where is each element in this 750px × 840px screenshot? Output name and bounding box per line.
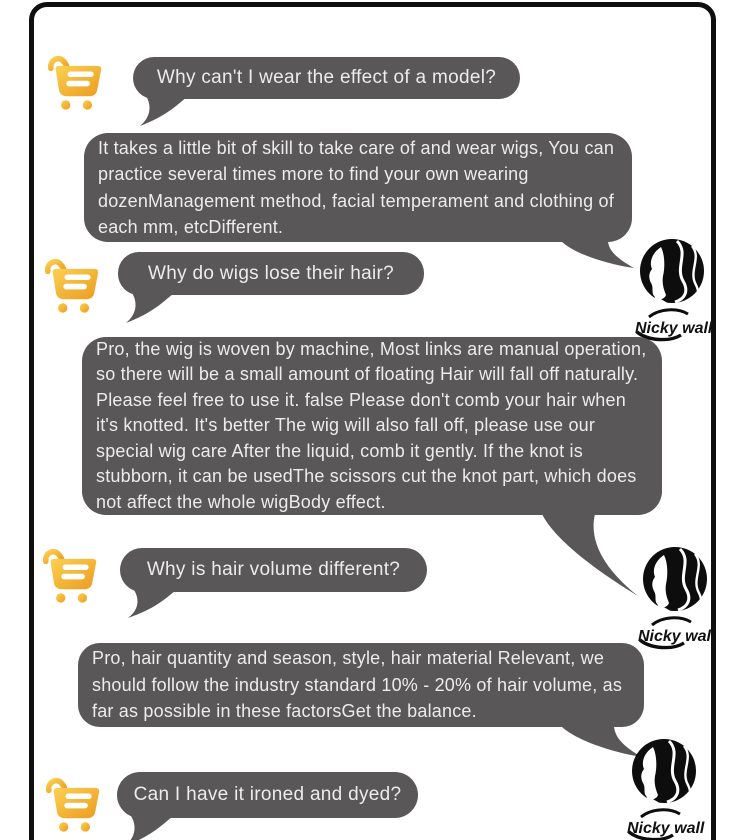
cart-line-2	[66, 81, 90, 87]
cart-line-1	[66, 793, 92, 799]
cart-wheel-left	[61, 100, 70, 109]
cart-icon	[39, 543, 101, 607]
woman-hair-logo-icon	[618, 546, 728, 654]
brand-logo-text: Nicky wall	[627, 820, 705, 837]
logo-swoosh-top	[641, 810, 680, 817]
brand-logo	[618, 546, 728, 654]
cart-line-2	[64, 803, 88, 809]
cart-icon	[44, 50, 106, 114]
cart-icon	[41, 253, 103, 317]
cart-icon-graphic	[39, 543, 101, 607]
cart-line-1	[63, 564, 89, 570]
question-bubble	[118, 252, 424, 295]
answer-text: Pro, hair quantity and season, style, hair material Relevant, we should follow the industry standard 10% - 20% of hair volume, as far as possible in these factorsGet the balance.	[92, 648, 623, 722]
question-text: Why can't I wear the effect of a model?	[156, 67, 497, 88]
brand-logo-text: Nicky wall	[635, 320, 713, 337]
logo-swoosh-top	[652, 618, 691, 625]
question-bubble	[117, 772, 418, 818]
cart-icon-graphic	[44, 50, 106, 114]
question-text: Why do wigs lose their hair?	[147, 262, 394, 284]
woman-hair-logo-icon	[607, 738, 717, 840]
question-text: Can I have it ironed and dyed?	[133, 784, 402, 805]
logo-swoosh-top	[649, 310, 688, 317]
cart-wheel-left	[58, 303, 67, 312]
brand-logo	[607, 738, 717, 840]
question-text: Why is hair volume different?	[146, 559, 401, 580]
cart-line-1	[68, 71, 94, 77]
answer-bubble	[82, 337, 662, 515]
cart-icon-graphic	[41, 253, 103, 317]
bubble-tail	[126, 590, 182, 620]
bubble-tail	[138, 96, 194, 128]
cart-wheel-right	[80, 303, 89, 312]
answer-bubble	[78, 643, 644, 727]
cart-wheel-left	[56, 593, 65, 602]
cart-line-2	[61, 574, 85, 580]
answer-bubble	[84, 133, 632, 242]
cart-wheel-right	[83, 100, 92, 109]
cart-line-1	[65, 274, 91, 280]
answer-text: Pro, the wig is woven by machine, Most links are manual operation, so there will be a small amount of floating Hair will fall off naturally. Please feel free to use it. false Please don't comb your hair when it's knotted. It's better The wig will also fall off, please use our special wig care After the liquid, comb it gently. If the knot is stubborn, it can be usedThe scissors cut the knot part, which does not affect the whole wigBody effect.	[96, 339, 647, 512]
cart-wheel-right	[81, 822, 90, 831]
cart-icon-graphic	[42, 772, 104, 836]
cart-wheel-left	[59, 822, 68, 831]
bubble-tail	[123, 816, 179, 840]
brand-logo-text: Nicky wall	[638, 628, 716, 645]
brand-logo	[615, 238, 725, 346]
bubble-tail	[124, 293, 180, 325]
question-bubble	[120, 548, 427, 592]
cart-wheel-right	[78, 593, 87, 602]
question-bubble	[133, 57, 520, 99]
cart-line-2	[63, 284, 87, 290]
woman-hair-logo-icon	[615, 238, 725, 346]
answer-text: It takes a little bit of skill to take care of and wear wigs, You can practice several times more to find your own wearing dozenManagement method, facial temperament and clothing of each mm, etcDifferent.	[98, 137, 615, 237]
cart-icon	[42, 772, 104, 836]
